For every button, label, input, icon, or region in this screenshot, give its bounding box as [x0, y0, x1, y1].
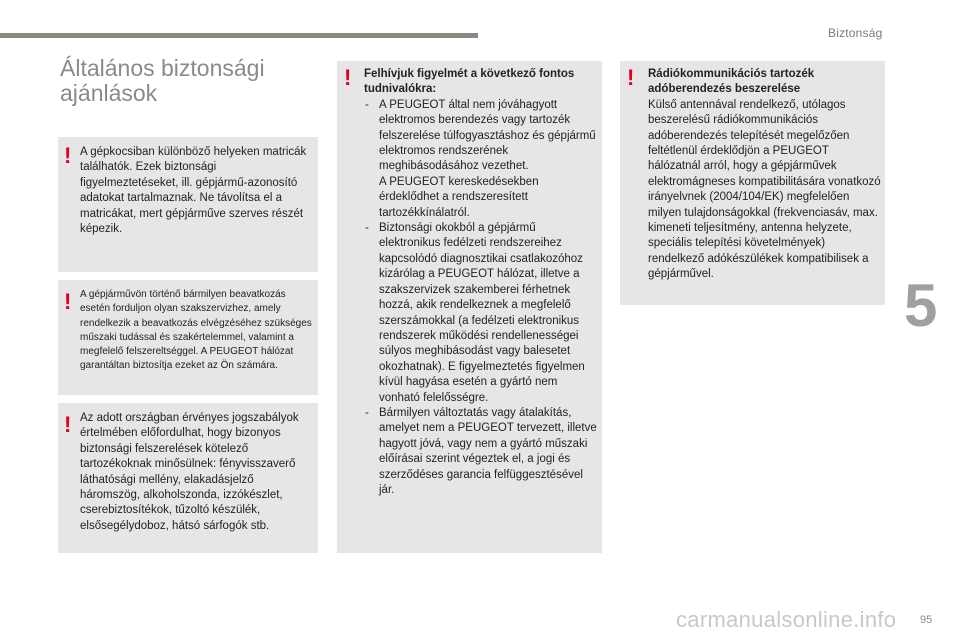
page-number: 95	[920, 614, 933, 626]
list-item	[364, 98, 600, 221]
list-item-text: A PEUGEOT által nem jóváhagyott elektromos berendezés vagy tartozék felszerelése túlfogyasztáshoz és gépjármű elektromos rendszerének meghibásodásához vezethet.	[379, 98, 596, 173]
radio-body: Külső antennával rendelkező, utólagos beszerelésű rádiókommunikációs adóberendezés telepítését megelőzően feltétlenül érdeklődjön a PEUGEOT hálózatnál arról, hogy a gépjárművek elektromágneses kompatibilitására vonatkozó irányelvnek (2004/104/EK) megfelelően milyen tulajdonságokkal (frekvenciasáv, max. kimeneti teljesítmény, antenna helyzete, speciális telepítési követelmények) rendelkező adókészülékek kompatibilisek a gépjárművel.	[648, 98, 881, 281]
chapter-number: 5	[904, 272, 938, 339]
important-heading: Felhívjuk figyelmét a következő fontos tudnivalókra:	[364, 68, 575, 96]
warning-text-service: A gépjárművön történő bármilyen beavatkozás esetén forduljon olyan szakszervizhez, amely rendelkezik a beavatkozás elvégzéséhez szükséges műszaki tudással és szakértelemmel, valamint a megfelelő felszereltséggel. A PEUGEOT hálózat garantáltan biztosítja ezeket az Ön számára.	[80, 289, 312, 372]
page-title	[60, 56, 310, 106]
important-notes	[364, 67, 600, 498]
important-list	[364, 98, 600, 499]
warning-icon: !	[64, 143, 72, 168]
warning-icon: !	[64, 289, 72, 314]
watermark: carmanualsonline.info	[676, 607, 897, 632]
warning-text-equipment: Az adott országban érvényes jogszabályok értelmében előfordulhat, hogy bizonyos biztonsági felszerelések kötelező tartozékoknak minősülnek: fényvisszaverő láthatósági mellény, elakadásjelző háromszög, alkoholszonda, izzókészlet, cserebiztosítékok, tűzoltó készülék, elsősegélydoboz, hátsó sárfogók stb.	[80, 412, 299, 532]
warning-icon: !	[64, 412, 72, 437]
page-title-line2: ajánlások	[60, 80, 158, 106]
warning-icon: !	[627, 65, 635, 90]
section-label: Biztonság	[828, 26, 883, 40]
list-item: - Biztonsági okokból a gépjármű elektronikus fedélzeti rendszereihez kapcsolódó diagnosztikai csatlakozóhoz kizárólag a PEUGEOT hálózat, illetve a szakszervizek szakemberei férhetnek hozzá, akik rendelkeznek a megfelelő szerszámokkal (a fedélzeti elektronikus rendszerek működési rendellenességei súlyos meghibásodást vagy balesetet okozhatnak). E figyelmeztetés figyelmen kívül hagyása esetén a gyártó nem vonható felelősségre.	[364, 221, 600, 406]
list-item: - Bármilyen változtatás vagy átalakítás, amelyet nem a PEUGEOT tervezett, illetve hagyott jóvá, vagy nem a gyártó műszaki előírásai szerint végeztek el, a jogi és szerződéses garancia felfüggesztésével jár.	[364, 406, 600, 498]
list-item-extra: A PEUGEOT kereskedésekben érdeklődhet a rendszeresített tartozékkínálatról.	[379, 175, 539, 219]
page-title-line1: Általános biztonsági	[60, 55, 265, 81]
radio-heading: Rádiókommunikációs tartozék adóberendezés beszerelése	[648, 68, 815, 96]
warning-text-stickers: A gépkocsiban különböző helyeken matricák találhatók. Ezek biztonsági figyelmeztetéseket, ill. gépjármű-azonosító adatokat tartalmaznak. Ne távolítsa el a matricákat, mert gépjárműve szerves részét képezik.	[80, 146, 307, 236]
radio-info	[648, 67, 882, 283]
warning-icon: !	[344, 65, 352, 90]
header-bar	[0, 33, 478, 38]
